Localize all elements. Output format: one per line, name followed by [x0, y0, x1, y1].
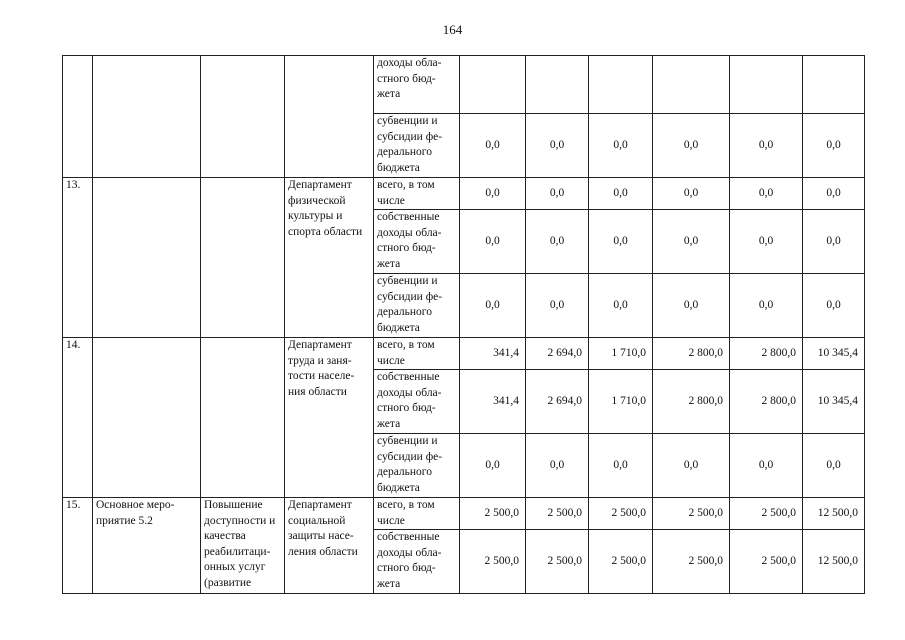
value-cell: 0,0 — [589, 210, 653, 274]
value-cell: 0,0 — [526, 114, 589, 178]
value-cell: 2 500,0 — [653, 530, 730, 594]
value-cell: 2 500,0 — [460, 530, 526, 594]
table-row — [63, 338, 865, 370]
value-cell: 0,0 — [526, 210, 589, 274]
executor-cell — [285, 56, 374, 178]
value-cell: 0,0 — [460, 178, 526, 210]
value-cell: 0,0 — [730, 178, 803, 210]
value-cell: 2 500,0 — [460, 498, 526, 530]
executor-cell: Департамент труда и заня-тости населе-ния области — [285, 338, 374, 498]
total-cell: 0,0 — [803, 114, 865, 178]
value-cell: 341,4 — [460, 370, 526, 434]
number-cell — [63, 56, 93, 178]
value-cell: 2 800,0 — [730, 338, 803, 370]
funding-source-cell: субвенции и субсидии фе-дерального бюджета — [374, 114, 460, 178]
value-cell: 2 500,0 — [730, 530, 803, 594]
event-name-cell — [93, 56, 201, 178]
total-cell: 10 345,4 — [803, 370, 865, 434]
goal-cell — [201, 178, 285, 338]
value-cell: 0,0 — [730, 434, 803, 498]
value-cell: 0,0 — [526, 274, 589, 338]
total-cell — [803, 56, 865, 114]
value-cell: 341,4 — [460, 338, 526, 370]
value-cell: 2 800,0 — [653, 370, 730, 434]
total-cell: 12 500,0 — [803, 498, 865, 530]
value-cell: 2 500,0 — [653, 498, 730, 530]
value-cell: 0,0 — [589, 178, 653, 210]
value-cell: 2 694,0 — [526, 370, 589, 434]
table-row — [63, 178, 865, 210]
value-cell: 0,0 — [730, 274, 803, 338]
value-cell — [460, 56, 526, 114]
value-cell: 0,0 — [730, 210, 803, 274]
total-cell: 0,0 — [803, 178, 865, 210]
value-cell: 0,0 — [653, 178, 730, 210]
value-cell: 0,0 — [460, 210, 526, 274]
value-cell: 0,0 — [653, 210, 730, 274]
value-cell: 1 710,0 — [589, 338, 653, 370]
funding-source-cell: всего, в том числе — [374, 498, 460, 530]
value-cell: 0,0 — [730, 114, 803, 178]
value-cell: 0,0 — [460, 434, 526, 498]
value-cell: 2 500,0 — [526, 498, 589, 530]
executor-cell: Департамент физической культуры и спорта области — [285, 178, 374, 338]
value-cell: 2 500,0 — [526, 530, 589, 594]
value-cell: 2 800,0 — [730, 370, 803, 434]
value-cell — [653, 56, 730, 114]
budget-table — [62, 55, 865, 594]
value-cell: 0,0 — [526, 434, 589, 498]
value-cell: 0,0 — [526, 178, 589, 210]
value-cell: 0,0 — [653, 274, 730, 338]
value-cell: 0,0 — [589, 274, 653, 338]
value-cell: 0,0 — [460, 114, 526, 178]
event-name-cell — [93, 178, 201, 338]
goal-cell: Повышение доступности и качества реабилитаци-онных услуг (развитие — [201, 498, 285, 594]
funding-source-cell: всего, в том числе — [374, 178, 460, 210]
number-cell: 14. — [63, 338, 93, 498]
value-cell: 0,0 — [589, 434, 653, 498]
value-cell: 0,0 — [589, 114, 653, 178]
value-cell: 2 500,0 — [730, 498, 803, 530]
value-cell: 2 500,0 — [589, 498, 653, 530]
total-cell: 12 500,0 — [803, 530, 865, 594]
value-cell — [526, 56, 589, 114]
total-cell: 0,0 — [803, 210, 865, 274]
value-cell — [589, 56, 653, 114]
number-cell: 15. — [63, 498, 93, 594]
executor-cell: Департамент социальной защиты насе-ления области — [285, 498, 374, 594]
table-row — [63, 56, 865, 114]
table-row — [63, 498, 865, 530]
value-cell: 0,0 — [653, 434, 730, 498]
value-cell: 2 694,0 — [526, 338, 589, 370]
goal-cell — [201, 56, 285, 178]
funding-source-cell: всего, в том числе — [374, 338, 460, 370]
value-cell: 0,0 — [460, 274, 526, 338]
value-cell: 0,0 — [653, 114, 730, 178]
goal-cell — [201, 338, 285, 498]
total-cell: 10 345,4 — [803, 338, 865, 370]
value-cell: 1 710,0 — [589, 370, 653, 434]
value-cell — [730, 56, 803, 114]
number-cell: 13. — [63, 178, 93, 338]
funding-source-cell: субвенции и субсидии фе-дерального бюджета — [374, 434, 460, 498]
total-cell: 0,0 — [803, 434, 865, 498]
funding-source-cell: собственные доходы обла-стного бюд-жета — [374, 210, 460, 274]
value-cell: 2 800,0 — [653, 338, 730, 370]
funding-source-cell: доходы обла-стного бюд-жета — [374, 56, 460, 114]
funding-source-cell: субвенции и субсидии фе-дерального бюджета — [374, 274, 460, 338]
event-name-cell: Основное меро-приятие 5.2 — [93, 498, 201, 594]
total-cell: 0,0 — [803, 274, 865, 338]
funding-source-cell: собственные доходы обла-стного бюд-жета — [374, 530, 460, 594]
funding-source-cell: собственные доходы обла-стного бюд-жета — [374, 370, 460, 434]
event-name-cell — [93, 338, 201, 498]
value-cell: 2 500,0 — [589, 530, 653, 594]
page-number: 164 — [442, 22, 463, 37]
